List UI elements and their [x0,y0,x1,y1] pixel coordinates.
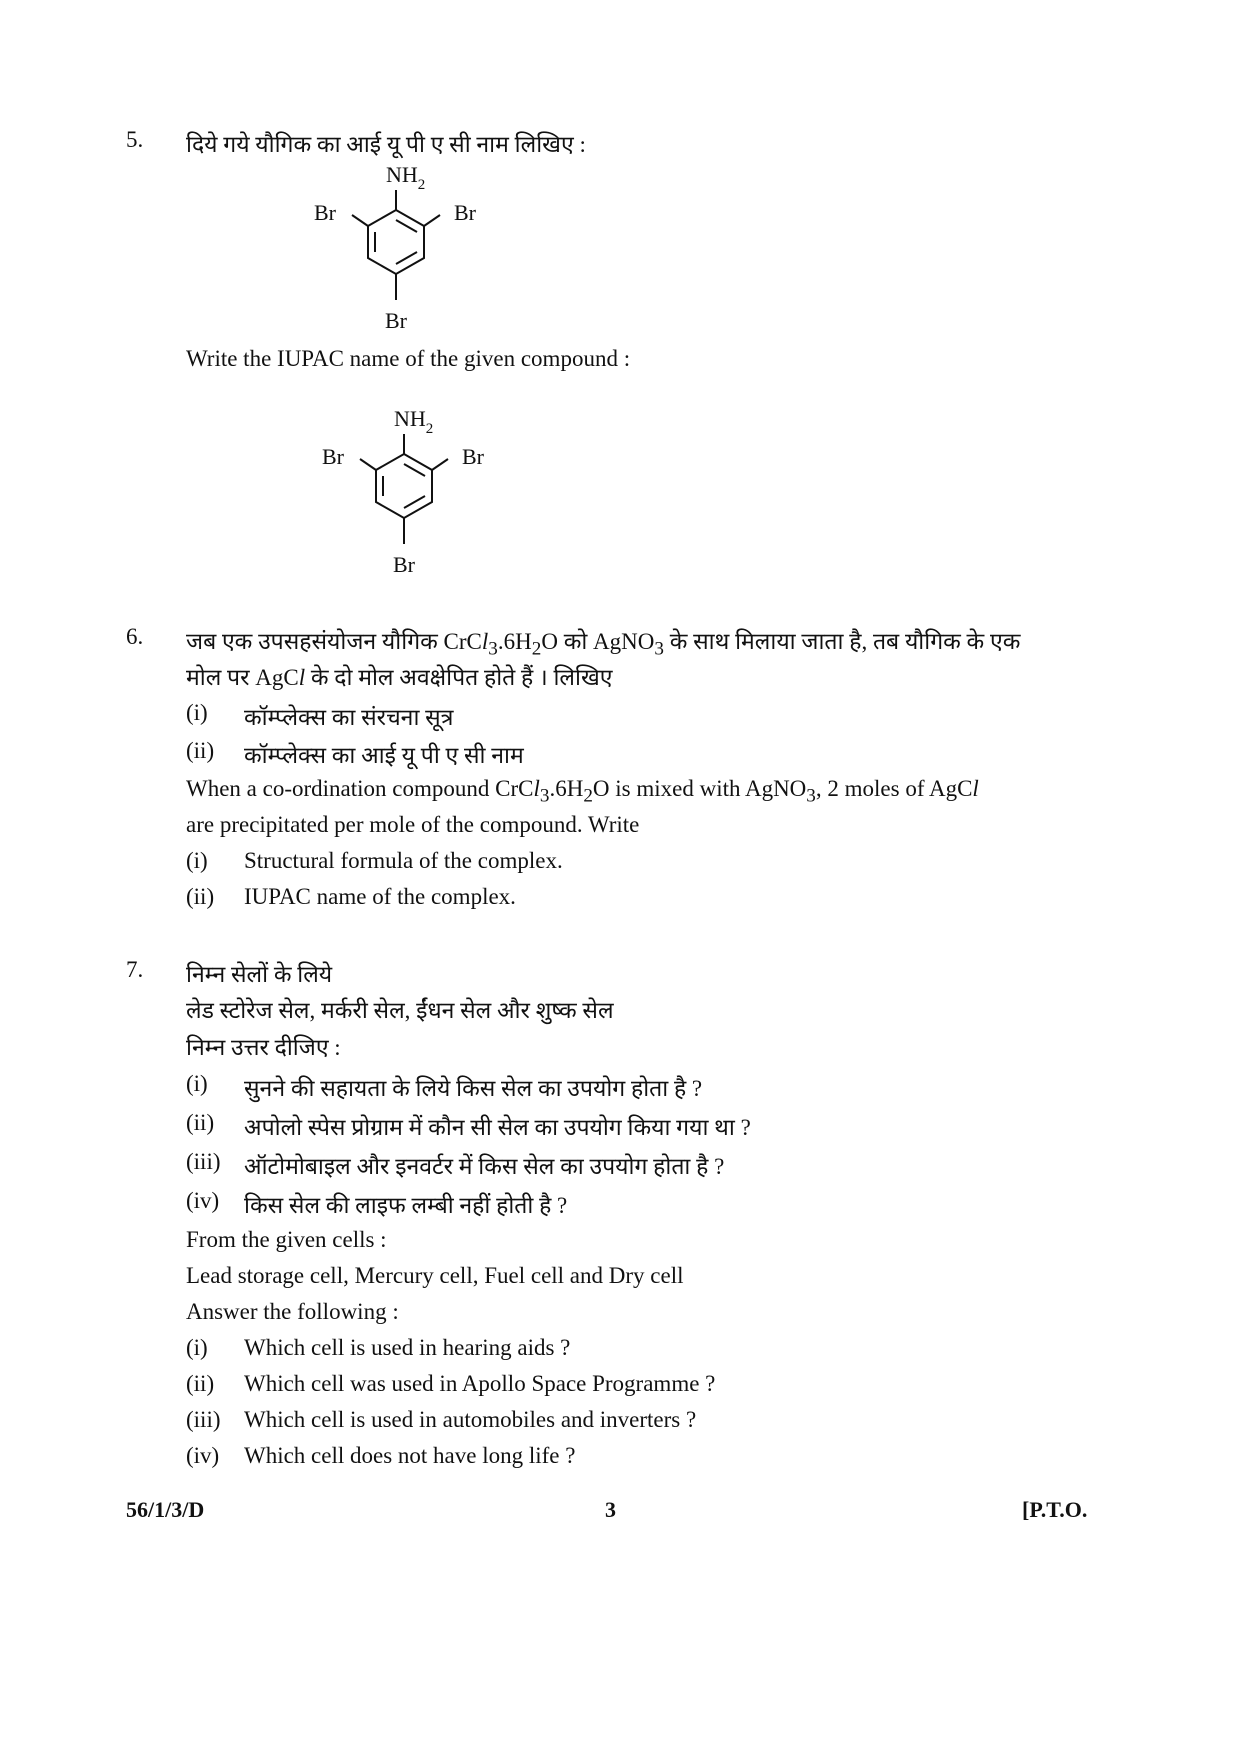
br-right-label: Br [462,444,484,469]
br-left-label: Br [322,444,344,469]
q7-hindi-line-1: निम्न सेलों के लिये [186,962,333,987]
question-number-7: 7. [126,957,144,982]
question-number-6: 6. [126,624,144,649]
q7-hindi-line-2: लेड स्टोरेज सेल, मर्करी सेल, ईंधन सेल और शुष्क सेल [186,998,614,1023]
molecule-structure-english [308,404,484,584]
q6-english-line-1: When a co-ordination compound $CrCl_3.6H_2O$ is mixed with AgNO$_3$, 2 moles of AgCl [186,776,979,807]
br-left-label: Br [314,200,336,225]
br-bottom-label: Br [385,308,407,333]
br-bottom-label: Br [393,552,415,577]
pto-label: [P.T.O. [1022,1497,1088,1522]
br-right-label: Br [454,200,476,225]
nh2-label: $NH_2$ [394,406,434,437]
molecule-structure-hindi [300,160,476,340]
q5-english-text: Write the IUPAC name of the given compound : [186,346,631,371]
nh2-label: $NH_2$ [386,162,426,193]
q6-english-line-2: are precipitated per mole of the compound. Write [186,812,640,837]
page-number: 3 [605,1497,616,1522]
q7-english-line-2: Lead storage cell, Mercury cell, Fuel cell and Dry cell [186,1263,684,1288]
q7-english-line-3: Answer the following : [186,1299,399,1324]
q6-hindi-line-2: मोल पर AgCl के दो मोल अवक्षेपित होते हैं । लिखिए [186,665,613,690]
question-number-5: 5. [126,127,144,152]
paper-code: 56/1/3/D [126,1497,205,1522]
q6-hindi-line-1: जब एक उपसहसंयोजन यौगिक $CrCl_3.6H_2O$ को AgNO$_3$ के साथ मिलाया जाता है, तब यौगिक के एक [186,629,1021,660]
benzene-ring [352,190,440,300]
q5-hindi-text: दिये गये यौगिक का आई यू पी ए सी नाम लिखिए : [186,132,586,157]
q7-english-line-1: From the given cells : [186,1227,387,1252]
benzene-ring [360,434,448,544]
q7-hindi-line-3: निम्न उत्तर दीजिए : [186,1035,341,1060]
